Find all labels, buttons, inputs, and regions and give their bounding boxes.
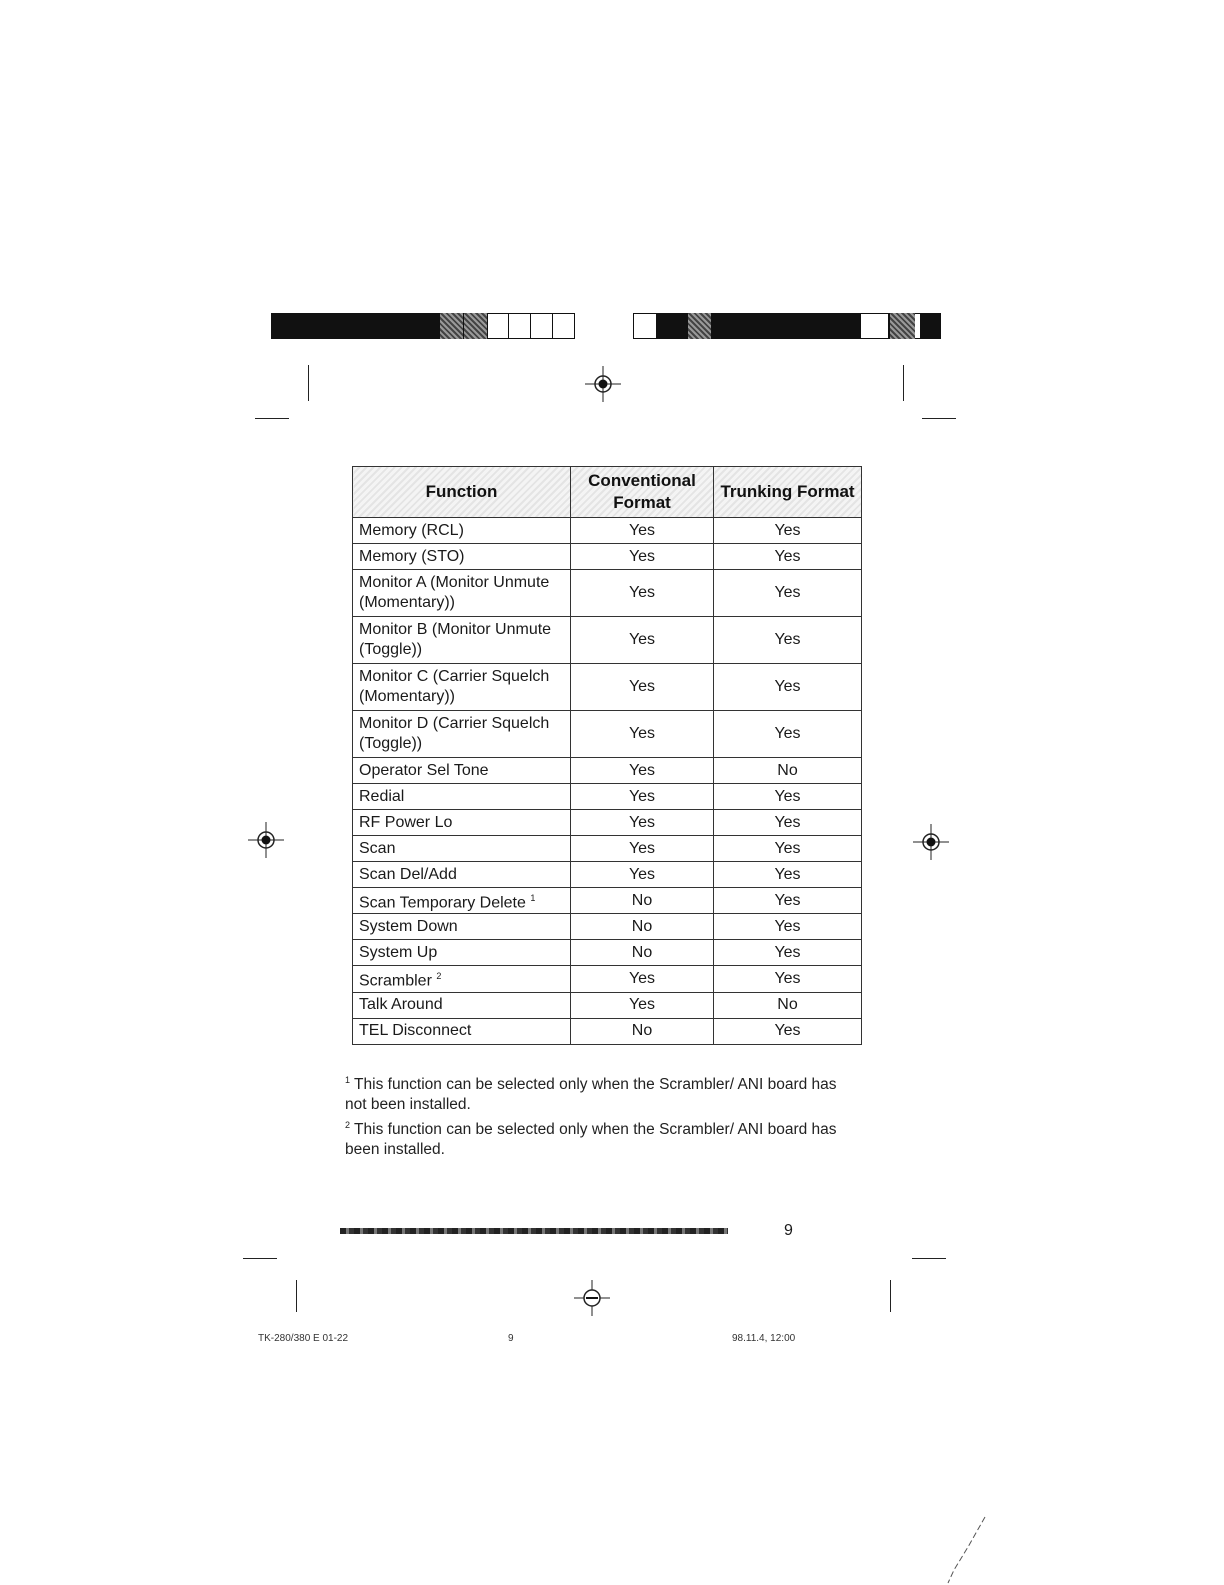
table-row <box>353 711 862 758</box>
table-row <box>353 617 862 664</box>
footer-right: 98.11.4, 12:00 <box>732 1333 796 1344</box>
cell-function <box>353 570 571 617</box>
cell-trunking <box>714 862 862 888</box>
registration-target-icon <box>574 1280 610 1316</box>
footnote-mark: 1 <box>345 1075 351 1085</box>
cell-function <box>353 758 571 784</box>
cell-function-text: Scan Del/Add <box>359 865 457 883</box>
cell-trunking-text: Yes <box>774 725 801 742</box>
cell-conventional <box>571 784 714 810</box>
cell-trunking-text: Yes <box>774 584 801 601</box>
header-function: Function <box>353 467 571 518</box>
cell-conventional <box>571 1018 714 1044</box>
crop-mark <box>255 418 289 419</box>
cell-trunking-text: No <box>777 761 798 779</box>
registration-bar-left <box>271 313 575 339</box>
cell-trunking <box>714 836 862 862</box>
table-row <box>353 518 862 544</box>
cell-conventional <box>571 544 714 570</box>
cell-trunking-text: Yes <box>774 943 801 961</box>
table-row <box>353 1018 862 1044</box>
cell-trunking <box>714 810 862 836</box>
cell-function <box>353 711 571 758</box>
header-conventional: Conventional Format <box>571 467 714 518</box>
cell-conventional <box>571 711 714 758</box>
cell-function-text: Operator Sel Tone <box>359 761 489 779</box>
cell-function <box>353 784 571 810</box>
registration-target-icon <box>248 822 284 858</box>
cell-conventional-text: Yes <box>628 996 656 1014</box>
crop-mark <box>903 365 904 401</box>
cell-function-text: System Down <box>359 917 458 935</box>
color-bar-strip <box>340 1228 728 1234</box>
cell-function-text: Scan Temporary Delete <box>359 894 526 912</box>
cell-trunking <box>714 888 862 914</box>
cell-trunking <box>714 518 862 544</box>
footnote-text: This function can be selected only when the Scrambler/ ANI board has been installed. <box>345 1121 837 1159</box>
cell-conventional <box>571 992 714 1018</box>
cell-conventional <box>571 888 714 914</box>
registration-bar-right <box>633 313 941 339</box>
cell-trunking <box>714 940 862 966</box>
cell-conventional <box>571 836 714 862</box>
table-row <box>353 784 862 810</box>
cell-trunking-text: No <box>777 996 798 1014</box>
cell-trunking-text: Yes <box>774 787 801 805</box>
cell-function-text: Talk Around <box>359 996 443 1014</box>
cell-function <box>353 836 571 862</box>
cell-function-text: Monitor A (Monitor Unmute (Momentary)) <box>359 574 550 611</box>
table-row <box>353 940 862 966</box>
page-number: 9 <box>784 1222 793 1239</box>
cell-conventional <box>571 810 714 836</box>
cell-trunking <box>714 966 862 992</box>
cell-trunking <box>714 617 862 664</box>
cell-trunking-text: Yes <box>774 917 801 935</box>
table-row <box>353 544 862 570</box>
footer-center: 9 <box>508 1333 514 1344</box>
footnote-mark: 2 <box>345 1120 351 1131</box>
cell-function-text: Monitor B (Monitor Unmute (Toggle)) <box>359 621 552 658</box>
crop-mark <box>922 418 956 419</box>
cell-trunking-text: Yes <box>774 813 801 831</box>
cell-conventional-text: Yes <box>628 521 656 539</box>
cell-function <box>353 617 571 664</box>
cell-trunking <box>714 570 862 617</box>
cell-conventional-text: Yes <box>628 969 656 987</box>
cell-function-text: Memory (RCL) <box>359 521 464 539</box>
cell-trunking-text: Yes <box>774 839 801 857</box>
cell-conventional-text: Yes <box>628 813 656 831</box>
cell-conventional-text: Yes <box>628 631 656 648</box>
cell-conventional <box>571 518 714 544</box>
pen-mark <box>940 1515 990 1585</box>
footnote-ref: 2 <box>436 971 442 982</box>
cell-trunking-text: Yes <box>774 1022 801 1040</box>
cell-function-text: Scan <box>359 839 396 857</box>
cell-function-text: System Up <box>359 943 438 961</box>
crop-mark <box>912 1258 946 1259</box>
cell-function-text: Monitor D (Carrier Squelch (Toggle)) <box>359 715 550 752</box>
table-row <box>353 810 862 836</box>
footnotes <box>345 1070 855 1160</box>
crop-mark <box>308 365 309 401</box>
cell-function-text: Scrambler <box>359 972 432 990</box>
cell-trunking-text: Yes <box>774 521 801 539</box>
cell-function <box>353 518 571 544</box>
cell-trunking <box>714 711 862 758</box>
cell-trunking <box>714 544 862 570</box>
cell-trunking <box>714 914 862 940</box>
table-row <box>353 862 862 888</box>
cell-function-text: TEL Disconnect <box>359 1022 472 1040</box>
cell-function <box>353 810 571 836</box>
table-row <box>353 836 862 862</box>
cell-function <box>353 862 571 888</box>
cell-function-text: RF Power Lo <box>359 813 453 831</box>
cell-function <box>353 992 571 1018</box>
crop-mark <box>296 1280 297 1312</box>
cell-trunking-text: Yes <box>774 678 801 695</box>
registration-target-icon <box>913 824 949 860</box>
cell-function <box>353 888 571 914</box>
footnote-1 <box>345 1070 855 1115</box>
cell-trunking-text: Yes <box>774 969 801 987</box>
table-body <box>353 518 862 1045</box>
table-header-row <box>353 467 862 518</box>
cell-conventional <box>571 617 714 664</box>
cell-trunking <box>714 1018 862 1044</box>
footnote-text: This function can be selected only when the Scrambler/ ANI board has not been installed. <box>345 1076 837 1114</box>
cell-conventional <box>571 862 714 888</box>
cell-conventional <box>571 966 714 992</box>
cell-trunking-text: Yes <box>774 547 801 565</box>
cell-function <box>353 544 571 570</box>
cell-conventional <box>571 664 714 711</box>
cell-trunking <box>714 992 862 1018</box>
crop-mark <box>243 1258 277 1259</box>
cell-conventional-text: No <box>631 943 653 961</box>
table-row <box>353 966 862 992</box>
table-row <box>353 570 862 617</box>
cell-conventional <box>571 758 714 784</box>
cell-conventional-text: Yes <box>628 725 656 742</box>
crop-mark <box>890 1280 891 1312</box>
cell-function <box>353 940 571 966</box>
cell-trunking <box>714 784 862 810</box>
table-row <box>353 758 862 784</box>
cell-function <box>353 914 571 940</box>
cell-conventional <box>571 940 714 966</box>
cell-conventional-text: Yes <box>628 787 656 805</box>
cell-conventional-text: No <box>631 1022 653 1040</box>
table-row <box>353 888 862 914</box>
registration-target-icon <box>585 366 621 402</box>
function-table <box>352 466 862 1045</box>
cell-trunking <box>714 664 862 711</box>
table-row <box>353 992 862 1018</box>
footnote-2 <box>345 1115 855 1160</box>
cell-function <box>353 1018 571 1044</box>
cell-function-text: Redial <box>359 787 405 805</box>
header-trunking: Trunking Format <box>714 467 862 518</box>
cell-conventional-text: Yes <box>628 678 656 695</box>
cell-conventional <box>571 570 714 617</box>
cell-function <box>353 664 571 711</box>
cell-trunking-text: Yes <box>774 891 801 909</box>
cell-trunking-text: Yes <box>774 631 801 648</box>
cell-trunking <box>714 758 862 784</box>
cell-function <box>353 966 571 992</box>
cell-conventional-text: Yes <box>628 584 656 601</box>
cell-conventional-text: Yes <box>628 865 656 883</box>
cell-trunking-text: Yes <box>774 865 801 883</box>
cell-conventional <box>571 914 714 940</box>
cell-function-text: Monitor C (Carrier Squelch (Momentary)) <box>359 668 550 705</box>
table-row <box>353 664 862 711</box>
cell-conventional-text: Yes <box>628 761 656 779</box>
cell-conventional-text: No <box>631 917 653 935</box>
cell-function-text: Memory (STO) <box>359 547 465 565</box>
cell-conventional-text: No <box>631 891 653 909</box>
cell-conventional-text: Yes <box>628 839 656 857</box>
cell-conventional-text: Yes <box>628 547 656 565</box>
footnote-ref: 1 <box>530 893 536 903</box>
table-row <box>353 914 862 940</box>
footer-left: TK-280/380 E 01-22 <box>258 1333 349 1344</box>
